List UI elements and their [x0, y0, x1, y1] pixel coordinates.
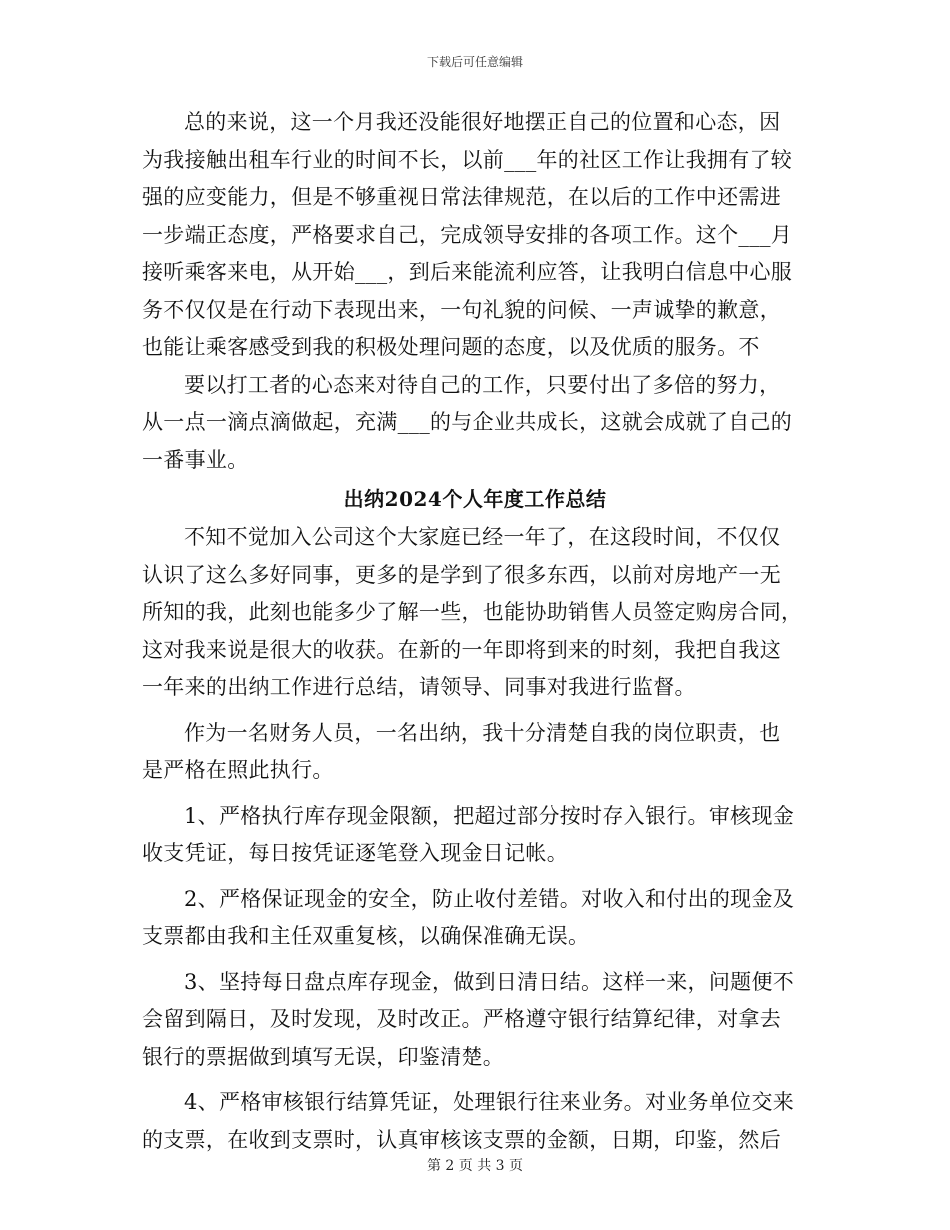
text-line: 是严格在照此执行。 — [142, 758, 334, 782]
text-line: 一番事业。 — [142, 447, 249, 472]
text-line: 4、严格审核银行结算凭证，处理银行往来业务。对业务单位交来 — [184, 1090, 795, 1114]
text-line: 银行的票据做到填写无误，印鉴清楚。 — [142, 1044, 505, 1069]
text-line: 从一点一滴点滴做起，充满___的与企业共成长，这就会成就了自己的 — [142, 410, 793, 434]
text-line: 3、坚持每日盘点库存现金，做到日清日结。这样一来，问题便不 — [184, 969, 795, 994]
text-line: 作为一名财务人员，一名出纳，我十分清楚自我的岗位职责，也 — [184, 720, 781, 745]
text-line: 接听乘客来电，从开始___，到后来能流利应答，让我明白信息中心服 — [142, 260, 793, 284]
text-line: 的支票，在收到支票时，认真审核该支票的金额，日期，印鉴，然后 — [142, 1127, 781, 1152]
text-line: 不知不觉加入公司这个大家庭已经一年了，在这段时间，不仅仅 — [184, 525, 781, 549]
text-line: 总的来说，这一个月我还没能很好地摆正自己的位置和心态，因 — [184, 110, 781, 134]
paragraph-duties — [142, 715, 808, 790]
list-item — [142, 964, 808, 1077]
list-item — [142, 881, 808, 956]
text-line: 所知的我，此刻也能多少了解一些，也能协助销售人员签定购房合同， — [142, 600, 803, 624]
text-line: 为我接触出租车行业的时间不长，以前___年的社区工作让我拥有了较 — [142, 147, 793, 172]
text-line: 一年来的出纳工作进行总结，请领导、同事对我进行监督。 — [142, 675, 696, 699]
document-body — [142, 104, 808, 1159]
paragraph-intro — [142, 519, 808, 707]
text-line: 2、严格保证现金的安全，防止收付差错。对收入和付出的现金及 — [184, 886, 795, 911]
text-line: 认识了这么多好同事，更多的是学到了很多东西，以前对房地产一无 — [142, 562, 781, 587]
text-line: 会留到隔日，及时发现，及时改正。严格遵守银行结算纪律，对拿去 — [142, 1007, 781, 1031]
text-line: 一步端正态度，严格要求自己，完成领导安排的各项工作。这个___月 — [142, 222, 793, 247]
text-line: 支票都由我和主任双重复核，以确保准确无误。 — [142, 924, 590, 948]
list-item — [142, 798, 808, 873]
page-header-note: 下载后可任意编辑 — [426, 55, 523, 69]
section-title: 出纳2024个人年度工作总结 — [343, 487, 607, 511]
list-item — [142, 1084, 808, 1159]
text-line: 收支凭证，每日按凭证逐笔登入现金日记帐。 — [142, 841, 568, 865]
paragraph-attitude — [142, 367, 808, 480]
text-line: 强的应变能力，但是不够重视日常法律规范，在以后的工作中还需进 — [142, 185, 781, 209]
text-line: 这对我来说是很大的收获。在新的一年即将到来的时刻，我把自我这 — [142, 637, 781, 662]
page-number: 第 2 页 共 3 页 — [426, 1158, 524, 1174]
text-line: 要以打工者的心态来对待自己的工作，只要付出了多倍的努力， — [184, 372, 781, 397]
text-line: 也能让乘客感受到我的积极处理问题的态度，以及优质的服务。不 — [142, 335, 760, 359]
paragraph-summary — [142, 104, 808, 367]
text-line: 1、严格执行库存现金限额，把超过部分按时存入银行。审核现金 — [184, 803, 795, 828]
text-line: 务不仅仅是在行动下表现出来，一句礼貌的问候、一声诚挚的歉意， — [142, 297, 781, 322]
